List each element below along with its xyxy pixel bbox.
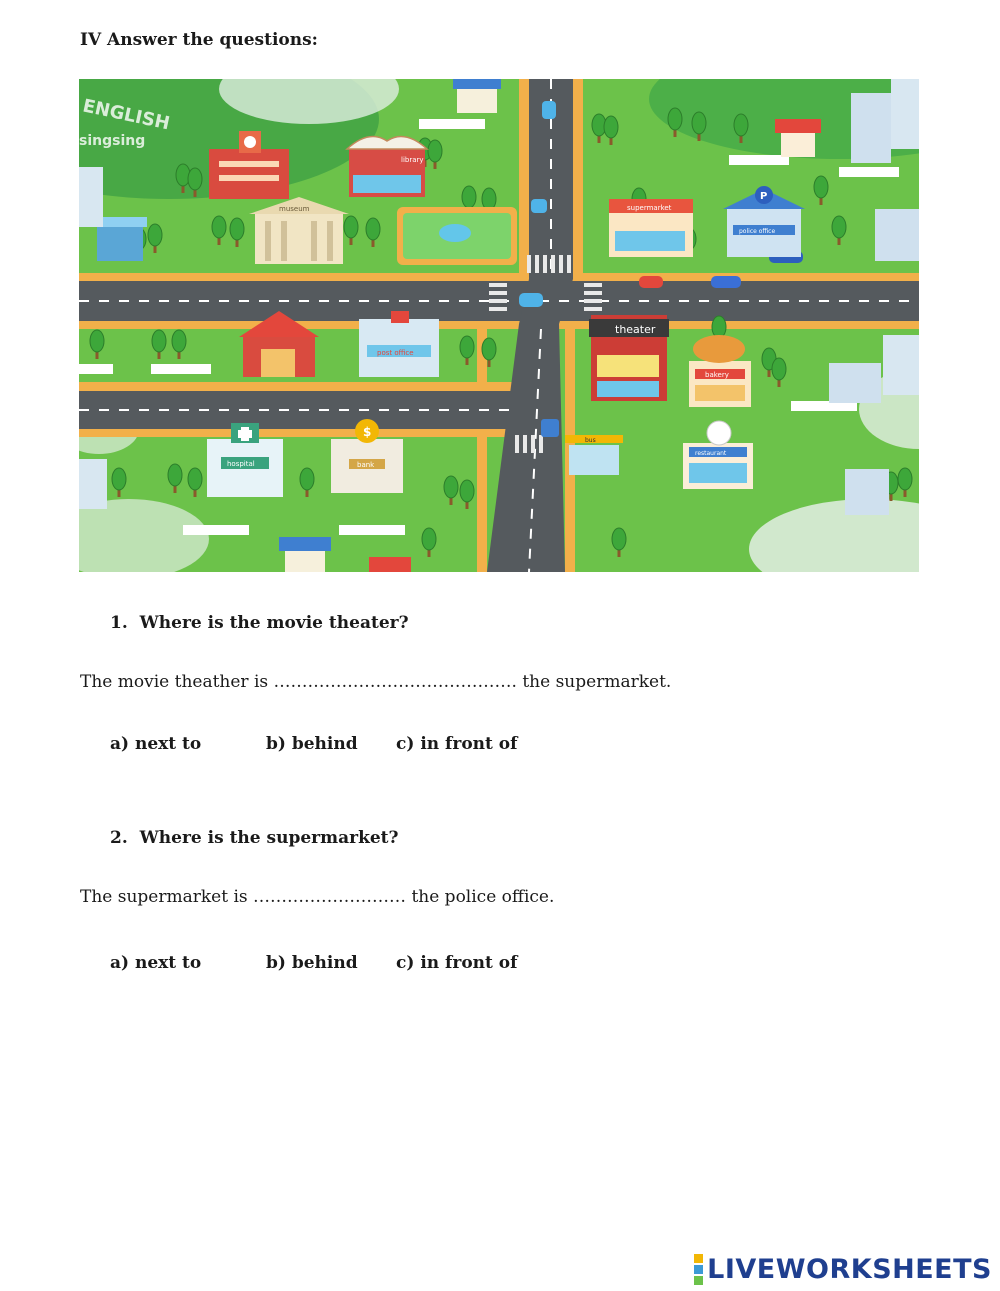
tree [300,468,314,490]
car [531,199,547,213]
tree [832,216,846,238]
tree [692,112,706,134]
tree [152,330,166,352]
option-c[interactable]: c) in front of [396,734,518,754]
question-text: Where is the supermarket? [139,828,399,848]
tree [460,336,474,358]
car [711,276,741,288]
car [519,293,543,307]
tree [482,188,496,210]
tree [366,218,380,240]
tree [422,528,436,550]
tree [344,216,358,238]
watermark-top: ENGLISH [80,95,172,135]
post-office-label: post office [377,349,414,357]
option-a[interactable]: a) next to [110,734,202,754]
road-horizontal [79,391,549,429]
post-office-building [359,311,439,377]
bakery-building [689,335,751,407]
park-fountain [397,207,517,265]
restaurant-label: restaurant [695,450,727,457]
tree [148,224,162,246]
small-house [369,557,411,572]
car [639,276,663,288]
question-number: 2. [110,828,128,848]
tree [668,108,682,130]
watermark-bottom: singsing [79,133,146,149]
bus-label: bus [585,437,596,444]
tree [172,330,186,352]
tree [462,186,476,208]
police-sign: P [760,191,768,202]
tree [212,216,226,238]
car [542,101,556,119]
question-1 [110,613,409,633]
bank-label: bank [357,461,375,469]
supermarket-label: supermarket [627,204,672,212]
bank-sign: $ [363,425,372,439]
section-heading: IV Answer the questions: [80,30,318,50]
fill-in-sentence: The supermarket is ……………………… the police office. [80,887,555,907]
logo-tiles-icon [694,1254,703,1285]
supermarket-building [609,199,693,257]
tree [168,464,182,486]
theater-building [589,315,669,401]
option-b[interactable]: b) behind [266,953,358,973]
tree [612,528,626,550]
museum-label: museum [279,205,310,213]
question-number: 1. [110,613,128,633]
liveworksheets-logo[interactable] [694,1252,992,1286]
tree [604,116,618,138]
logo-text: LIVEWORKSHEETS [707,1253,992,1285]
tree [428,140,442,162]
fill-in-sentence: The movie theather is ……………………………………. the supermarket. [80,672,672,692]
tree [444,476,458,498]
tree [482,338,496,360]
small-house [453,79,501,113]
question-2 [110,828,398,848]
question-text: Where is the movie theater? [139,613,409,633]
bakery-label: bakery [705,371,729,379]
library-label: library [401,156,424,164]
tree [188,168,202,190]
option-a[interactable]: a) next to [110,953,202,973]
logo-tile [694,1265,703,1274]
hospital-label: hospital [227,460,255,468]
tree [460,480,474,502]
tree [230,218,244,240]
red-roof-house [775,119,821,157]
option-c[interactable]: c) in front of [396,953,518,973]
logo-tile [694,1254,703,1263]
tree [814,176,828,198]
tree [90,330,104,352]
tree [772,358,786,380]
library-building [347,137,427,198]
tree [898,468,912,490]
small-house [279,537,331,572]
option-b[interactable]: b) behind [266,734,358,754]
city-map-illustration [79,79,919,572]
theater-label: theater [615,323,656,336]
tree [112,468,126,490]
logo-tile [694,1276,703,1285]
sidewalk [573,79,583,279]
tree [712,316,726,338]
tree [734,114,748,136]
police-office-label: police office [739,228,776,235]
tree [188,468,202,490]
sidewalk [519,79,529,279]
sidewalk [477,324,487,572]
